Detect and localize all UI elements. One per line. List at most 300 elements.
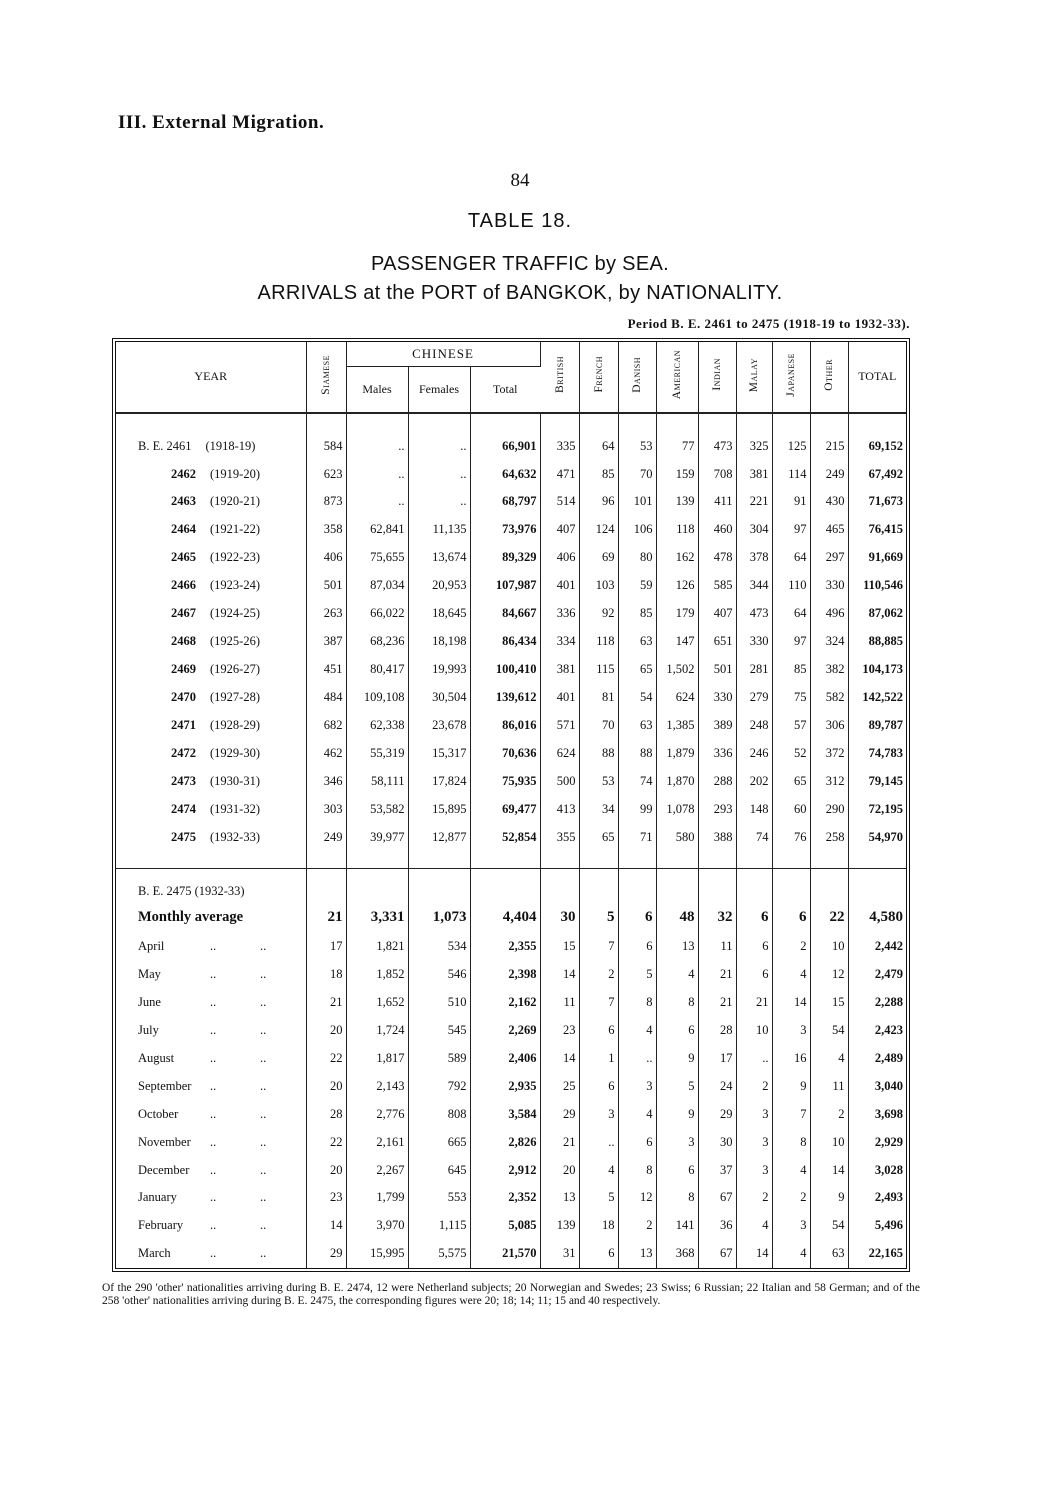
year-period: (1932-33)	[210, 829, 260, 844]
table-cell: 15,895	[408, 795, 470, 823]
table-cell: 249	[810, 460, 848, 488]
table-cell: 202	[736, 767, 772, 795]
monthly-label-row	[116, 881, 906, 902]
table-cell: 19,993	[408, 656, 470, 684]
table-cell: 406	[306, 544, 346, 572]
table-cell: 589	[408, 1044, 470, 1072]
table-cell: 30	[540, 902, 579, 933]
table-cell: 465	[810, 516, 848, 544]
table-row	[116, 795, 906, 823]
header-siamese: Siamese	[306, 342, 346, 413]
table-cell: 76	[772, 823, 810, 851]
table-row	[116, 656, 906, 684]
table-cell: 682	[306, 711, 346, 739]
table-cell: 21	[698, 989, 736, 1017]
table-cell: 248	[736, 711, 772, 739]
table-cell: 18	[579, 1212, 618, 1240]
table-cell: 52	[772, 739, 810, 767]
leader-dots: ..	[260, 1050, 267, 1065]
table-cell: 36	[698, 1212, 736, 1240]
table-cell: 8	[656, 1184, 698, 1212]
table-cell: 6	[618, 902, 656, 933]
table-cell: 52,854	[470, 823, 540, 851]
table-row	[116, 961, 906, 989]
table-cell: 74,783	[868, 745, 903, 760]
table-cell: 288	[698, 767, 736, 795]
table-cell: 6	[618, 933, 656, 961]
table-cell: 1,073	[408, 902, 470, 933]
table-cell: 2	[810, 1100, 848, 1128]
table-cell: 13	[618, 1240, 656, 1268]
table-cell: 6	[579, 1016, 618, 1044]
table-cell: 65	[772, 767, 810, 795]
table-row	[116, 1016, 906, 1044]
table-cell: 401	[540, 683, 579, 711]
table-row	[116, 460, 906, 488]
table-cell: 9	[656, 1100, 698, 1128]
table-cell: 65	[579, 823, 618, 851]
table-cell: ..	[408, 460, 470, 488]
table-cell: 9	[656, 1044, 698, 1072]
table-cell: 87,034	[346, 572, 408, 600]
table-row	[116, 628, 906, 656]
table-cell: 54	[810, 1016, 848, 1044]
year-be: 2468	[171, 634, 196, 649]
table-cell: 6	[736, 902, 772, 933]
table-cell: 2,352	[470, 1184, 540, 1212]
table-cell: 13,674	[408, 544, 470, 572]
table-cell: 3,698	[874, 1106, 903, 1121]
table-cell: 387	[306, 628, 346, 656]
year-label	[116, 432, 306, 460]
month-label	[116, 1212, 306, 1240]
table-cell: 58,111	[346, 767, 408, 795]
table-cell: 103	[579, 572, 618, 600]
table-cell: 54,970	[868, 829, 903, 844]
month-name: January	[138, 1190, 177, 1205]
year-label	[116, 711, 306, 739]
table-cell: 62,841	[346, 516, 408, 544]
table-cell: 11	[810, 1072, 848, 1100]
table-row	[116, 572, 906, 600]
table-cell: 11	[540, 989, 579, 1017]
leader-dots: ..	[260, 994, 267, 1009]
table-cell: ..	[408, 488, 470, 516]
leader-dots: ..	[210, 1050, 217, 1065]
table-cell: 5,085	[470, 1212, 540, 1240]
year-label	[116, 795, 306, 823]
leader-dots: ..	[260, 1022, 267, 1037]
table-cell: 37	[698, 1156, 736, 1184]
table-cell: 17	[306, 933, 346, 961]
month-label	[116, 961, 306, 989]
table-cell: 23,678	[408, 711, 470, 739]
table-cell: 263	[306, 600, 346, 628]
table-cell: 67	[698, 1240, 736, 1268]
table-cell: 29	[698, 1100, 736, 1128]
table-cell: 582	[810, 683, 848, 711]
table-cell: 1,821	[346, 933, 408, 961]
table-cell: 15,317	[408, 739, 470, 767]
table-cell: 70	[579, 711, 618, 739]
table-cell: 7	[579, 989, 618, 1017]
table-cell: 3	[736, 1156, 772, 1184]
table-cell: 406	[540, 544, 579, 572]
header-other: Other	[810, 342, 848, 413]
table-cell: 69	[579, 544, 618, 572]
table-cell: 86,434	[470, 628, 540, 656]
table-cell: 4	[618, 1100, 656, 1128]
table-cell: 2,912	[470, 1156, 540, 1184]
year-be: 2465	[171, 550, 196, 565]
table-cell: 4	[772, 1156, 810, 1184]
table-cell: 71	[618, 823, 656, 851]
table-cell: 665	[408, 1128, 470, 1156]
leader-dots: ..	[210, 1218, 217, 1233]
table-cell: 89,329	[470, 544, 540, 572]
table-cell: 64	[579, 432, 618, 460]
table-cell: 651	[698, 628, 736, 656]
year-label	[116, 628, 306, 656]
section-heading: III. External Migration.	[118, 112, 325, 133]
table-cell: 401	[540, 572, 579, 600]
table-cell: 70,636	[470, 739, 540, 767]
year-period: (1931-32)	[210, 801, 260, 816]
table-cell: 97	[772, 628, 810, 656]
month-name: June	[138, 994, 161, 1009]
table-cell: 430	[810, 488, 848, 516]
month-name: May	[138, 967, 161, 982]
table-cell: 30,504	[408, 683, 470, 711]
year-be: 2467	[171, 606, 196, 621]
table-cell: 4	[810, 1044, 848, 1072]
table-cell: 69,477	[470, 795, 540, 823]
table-cell: 67	[698, 1184, 736, 1212]
table-cell: 11,135	[408, 516, 470, 544]
table-cell: 20	[540, 1156, 579, 1184]
table-cell: 381	[540, 656, 579, 684]
table-cell: 85	[579, 460, 618, 488]
table-cell: 334	[540, 628, 579, 656]
table-cell: 645	[408, 1156, 470, 1184]
monthly-average-label: Monthly average	[116, 902, 306, 933]
leader-dots: ..	[210, 1162, 217, 1177]
table-cell: 34	[579, 795, 618, 823]
table-cell: 12	[810, 961, 848, 989]
table-cell: 39,977	[346, 823, 408, 851]
table-cell: 2,489	[874, 1050, 903, 1065]
table-cell: 2,826	[470, 1128, 540, 1156]
table-cell: 2,143	[346, 1072, 408, 1100]
table-cell: 460	[698, 516, 736, 544]
year-be: 2474	[171, 801, 196, 816]
table-cell: 21	[736, 989, 772, 1017]
table-cell: 13	[656, 933, 698, 961]
table-cell: 580	[656, 823, 698, 851]
header-year: YEAR	[116, 342, 306, 413]
year-be: 2466	[171, 578, 196, 593]
table-cell: 3,331	[346, 902, 408, 933]
table-cell: 1,724	[346, 1016, 408, 1044]
table-cell: 69,152	[868, 438, 903, 453]
table-cell: 15	[540, 933, 579, 961]
table-cell: ..	[579, 1128, 618, 1156]
header-japanese: Japanese	[772, 342, 810, 413]
year-period: (1925-26)	[210, 634, 260, 649]
table-cell: 808	[408, 1100, 470, 1128]
table-cell: 4	[618, 1016, 656, 1044]
table-cell: 4,404	[470, 902, 540, 933]
table-cell: 126	[656, 572, 698, 600]
table-cell: 8	[618, 989, 656, 1017]
table-cell: 21	[306, 989, 346, 1017]
table-cell: 708	[698, 460, 736, 488]
table-cell: 7	[579, 933, 618, 961]
leader-dots: ..	[210, 1078, 217, 1093]
year-label	[116, 460, 306, 488]
table-row	[116, 1240, 906, 1268]
table-cell: 2	[579, 961, 618, 989]
table-cell: 623	[306, 460, 346, 488]
table-cell: ..	[408, 432, 470, 460]
table-cell: 407	[698, 600, 736, 628]
table-cell: 281	[736, 656, 772, 684]
table-cell: 2,929	[874, 1134, 903, 1149]
table-cell: 17,824	[408, 767, 470, 795]
table-cell: 382	[810, 656, 848, 684]
table-cell: 246	[736, 739, 772, 767]
table-cell: 6	[772, 902, 810, 933]
table-cell: 118	[656, 516, 698, 544]
table-cell: 85	[772, 656, 810, 684]
leader-dots: ..	[260, 939, 267, 954]
table-cell: 1,852	[346, 961, 408, 989]
table-cell: 101	[618, 488, 656, 516]
table-cell: 3	[656, 1128, 698, 1156]
table-cell: 3	[772, 1016, 810, 1044]
table-cell: 10	[810, 933, 848, 961]
table-cell: 478	[698, 544, 736, 572]
table-cell: 473	[736, 600, 772, 628]
table-cell: 12	[618, 1184, 656, 1212]
table-cell: 1,652	[346, 989, 408, 1017]
table-cell: 100,410	[470, 656, 540, 684]
table-cell: 1,817	[346, 1044, 408, 1072]
table-cell: 473	[698, 432, 736, 460]
year-period: (1921-22)	[210, 522, 260, 537]
table-cell: 378	[736, 544, 772, 572]
header-american: American	[656, 342, 698, 413]
table-cell: 179	[656, 600, 698, 628]
year-label	[116, 767, 306, 795]
table-cell: 21,570	[470, 1240, 540, 1268]
table-cell: 54	[810, 1212, 848, 1240]
table-cell: 75,935	[470, 767, 540, 795]
table-cell: 88	[618, 739, 656, 767]
table-cell: 368	[656, 1240, 698, 1268]
table-label: TABLE 18.	[467, 210, 573, 232]
table-cell: 249	[306, 823, 346, 851]
leader-dots: ..	[210, 1134, 217, 1149]
header-total: TOTAL	[848, 342, 906, 413]
leader-dots: ..	[210, 1106, 217, 1121]
year-be: 2463	[171, 494, 196, 509]
table-cell: 258	[810, 823, 848, 851]
table-cell: 496	[810, 600, 848, 628]
table-cell: 48	[656, 902, 698, 933]
table-cell: 6	[579, 1240, 618, 1268]
leader-dots: ..	[210, 1246, 217, 1261]
table-row	[116, 933, 906, 961]
leader-dots: ..	[260, 1134, 267, 1149]
table-cell: 14	[306, 1212, 346, 1240]
header-malay: Malay	[736, 342, 772, 413]
table-cell: 141	[656, 1212, 698, 1240]
table-row	[116, 902, 906, 933]
year-period: (1919-20)	[210, 466, 260, 481]
table-cell: 64	[772, 544, 810, 572]
year-period: (1927-28)	[210, 689, 260, 704]
table-cell: 10	[736, 1016, 772, 1044]
table-cell: 325	[736, 432, 772, 460]
year-label	[116, 516, 306, 544]
table-cell: 624	[656, 683, 698, 711]
table-cell: 148	[736, 795, 772, 823]
table-cell: 32	[698, 902, 736, 933]
leader-dots: ..	[260, 1162, 267, 1177]
table-row	[116, 1156, 906, 1184]
table-cell: 297	[810, 544, 848, 572]
table-cell: 14	[540, 1044, 579, 1072]
table-cell: ..	[346, 432, 408, 460]
year-period: (1923-24)	[210, 578, 260, 593]
table-cell: 5,575	[408, 1240, 470, 1268]
table-cell: 110	[772, 572, 810, 600]
table-cell: 358	[306, 516, 346, 544]
table-cell: 484	[306, 683, 346, 711]
table-cell: 2,493	[874, 1190, 903, 1205]
year-label	[116, 656, 306, 684]
table-cell: 77	[656, 432, 698, 460]
header-french: French	[579, 342, 618, 413]
table-row	[116, 1184, 906, 1212]
month-label	[116, 1128, 306, 1156]
table-cell: 514	[540, 488, 579, 516]
month-label	[116, 1016, 306, 1044]
table-cell: 1,879	[656, 739, 698, 767]
table-cell: 304	[736, 516, 772, 544]
table-cell: 24	[698, 1072, 736, 1100]
table-cell: 139	[540, 1212, 579, 1240]
year-period: (1922-23)	[210, 550, 260, 565]
year-label	[116, 739, 306, 767]
table-cell: 10	[810, 1128, 848, 1156]
table-cell: 1,078	[656, 795, 698, 823]
table-cell: 2,398	[470, 961, 540, 989]
table-cell: 2,355	[470, 933, 540, 961]
table-cell: 336	[540, 600, 579, 628]
table-cell: 792	[408, 1072, 470, 1100]
table-cell: 55,319	[346, 739, 408, 767]
table-cell: 28	[306, 1100, 346, 1128]
table-cell: 88,885	[868, 634, 903, 649]
table-cell: 21	[540, 1128, 579, 1156]
table-cell: 553	[408, 1184, 470, 1212]
table-cell: 14	[810, 1156, 848, 1184]
table-cell: 88	[579, 739, 618, 767]
year-label	[116, 600, 306, 628]
table-cell: 9	[772, 1072, 810, 1100]
table-cell: 20	[306, 1016, 346, 1044]
table-cell: 290	[810, 795, 848, 823]
table-cell: 85	[618, 600, 656, 628]
table-cell: 63	[810, 1240, 848, 1268]
table-cell: 1,870	[656, 767, 698, 795]
table-cell: 22	[306, 1128, 346, 1156]
table-cell: 68,797	[470, 488, 540, 516]
table-cell: 2	[772, 1184, 810, 1212]
table-cell: 66,901	[470, 432, 540, 460]
table-cell: 30	[698, 1128, 736, 1156]
table-cell: 279	[736, 683, 772, 711]
table-cell: 330	[698, 683, 736, 711]
table-cell: 2,935	[470, 1072, 540, 1100]
year-label	[116, 544, 306, 572]
leader-dots: ..	[260, 1190, 267, 1205]
table-row	[116, 989, 906, 1017]
table-row	[116, 1044, 906, 1072]
table-cell: 6	[736, 961, 772, 989]
page-number: 84	[510, 170, 530, 191]
table-cell: 571	[540, 711, 579, 739]
month-name: February	[138, 1218, 184, 1233]
table-cell: 6	[736, 933, 772, 961]
table-cell: 53	[579, 767, 618, 795]
table-cell: 2	[618, 1212, 656, 1240]
table-cell: 18,198	[408, 628, 470, 656]
table-cell: 1,799	[346, 1184, 408, 1212]
table-cell: 91,669	[868, 550, 903, 565]
table-cell: 67,492	[868, 466, 903, 481]
table-cell: 99	[618, 795, 656, 823]
table-cell: 2,288	[874, 994, 903, 1009]
table-cell: 2	[736, 1072, 772, 1100]
table-cell: 1,502	[656, 656, 698, 684]
month-name: November	[138, 1134, 191, 1149]
year-period: (1918-19)	[205, 438, 256, 453]
leader-dots: ..	[210, 967, 217, 982]
year-label	[116, 488, 306, 516]
table-cell: 28	[698, 1016, 736, 1044]
table-cell: 14	[540, 961, 579, 989]
table-cell: ..	[346, 460, 408, 488]
table-cell: 18,645	[408, 600, 470, 628]
month-label	[116, 1044, 306, 1072]
table-cell: 104,173	[862, 661, 903, 676]
table-cell: 125	[772, 432, 810, 460]
year-period: (1920-21)	[210, 494, 260, 509]
year-be: 2472	[171, 745, 196, 760]
table-cell: 413	[540, 795, 579, 823]
table-cell: 388	[698, 823, 736, 851]
table-cell: 18	[306, 961, 346, 989]
table-cell: 303	[306, 795, 346, 823]
table-cell: 75,655	[346, 544, 408, 572]
table-cell: 3,028	[874, 1162, 903, 1177]
table-row	[116, 1072, 906, 1100]
table-cell: 6	[579, 1072, 618, 1100]
table-cell: 59	[618, 572, 656, 600]
